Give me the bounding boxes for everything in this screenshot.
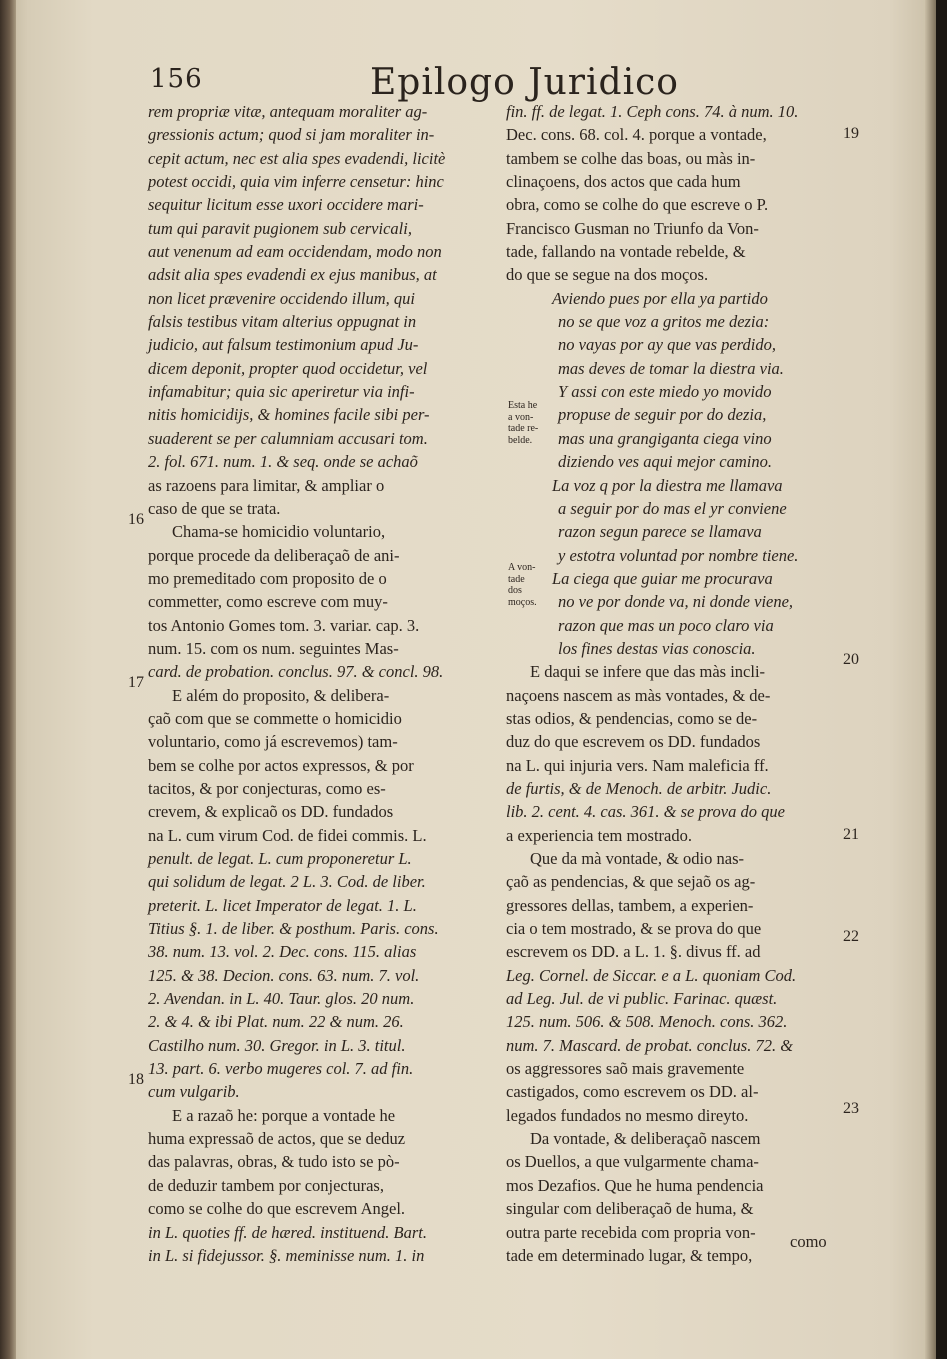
side-note-line: Esta he bbox=[508, 400, 538, 411]
side-note-line: a von- bbox=[508, 411, 534, 423]
text-line: castigados, como escrevem os DD. al- bbox=[506, 1082, 759, 1102]
text-line: Titius §. 1. de liber. & posthum. Paris. cons. bbox=[148, 919, 439, 939]
text-line: porque procede da deliberaçaõ de ani- bbox=[148, 545, 400, 565]
text-line: Que da mà vontade, & odio nas- bbox=[530, 849, 744, 868]
text-line: falsis testibus vitam alterius oppugnat in bbox=[148, 312, 417, 332]
text-line: tade, fallando na vontade rebelde, & bbox=[506, 242, 746, 262]
text-line: 2. & 4. & ibi Plat. num. 22 & num. 26. bbox=[148, 1012, 404, 1032]
text-line: E daqui se infere que das màs incli- bbox=[530, 662, 766, 682]
margin-number-19: 19 bbox=[843, 125, 859, 142]
text-line: do que se segue na dos moços. bbox=[506, 265, 709, 285]
text-line: 125. & 38. Decion. cons. 63. num. 7. vol. bbox=[148, 965, 420, 985]
margin-number-17: 17 bbox=[128, 674, 144, 691]
text-line: tum qui paravit pugionem sub cervicali, bbox=[148, 218, 412, 238]
text-line: razon que mas un poco claro via bbox=[558, 615, 774, 635]
text-line: mas deves de tomar la diestra via. bbox=[558, 358, 784, 378]
text-line: in L. quoties ff. de hæred. instituend. Bart. bbox=[148, 1222, 427, 1242]
side-note-line: tade re- bbox=[508, 423, 539, 434]
margin-number-23: 23 bbox=[843, 1100, 859, 1117]
text-line: na L. qui injuria vers. Nam maleficia ff. bbox=[506, 755, 769, 775]
left-text-column bbox=[148, 100, 498, 1267]
text-line: suaderent se per calumniam accusari tom. bbox=[148, 428, 428, 448]
text-line: os aggressores saõ mais gravemente bbox=[506, 1059, 745, 1079]
text-line: rem propriæ vitæ, antequam moraliter ag- bbox=[148, 102, 428, 121]
text-line: potest occidi, quia vim inferre censetur: hinc bbox=[148, 172, 444, 192]
text-line: commetter, como escreve com muy- bbox=[148, 592, 388, 612]
text-line: cia o tem mostrado, & se prova do que bbox=[506, 919, 762, 939]
text-line: dicem deponit, propter quod occidetur, vel bbox=[148, 358, 428, 378]
right-text-column bbox=[506, 100, 840, 1267]
text-line: duz do que escrevem os DD. fundados bbox=[506, 732, 761, 752]
text-line: no ve por donde va, ni donde viene, bbox=[558, 592, 794, 612]
catchword: como bbox=[790, 1232, 827, 1251]
text-line: de deduzir tambem por conjecturas, bbox=[148, 1175, 384, 1195]
text-line: clinaçoens, dos actos que cada hum bbox=[506, 172, 741, 192]
running-title: Epilogo Juridico bbox=[370, 62, 679, 103]
text-line: tacitos, & por conjecturas, como es- bbox=[148, 778, 386, 798]
text-line: La ciega que guiar me procurava bbox=[552, 568, 773, 588]
text-line: Chama-se homicidio voluntario, bbox=[172, 522, 386, 542]
text-line: como se colhe do que escrevem Angel. bbox=[148, 1199, 406, 1219]
side-note-vontade-mocos bbox=[508, 562, 552, 608]
text-line: diziendo ves aqui mejor camino. bbox=[558, 452, 773, 472]
text-line: E além do proposito, & delibera- bbox=[172, 685, 390, 705]
text-line: ad Leg. Jul. de vi public. Farinac. quæst. bbox=[506, 989, 778, 1009]
text-line: as razoens para limitar, & ampliar o bbox=[148, 475, 385, 495]
text-line: nitis homicidijs, & homines facile sibi per- bbox=[148, 405, 430, 425]
text-line: singular com deliberaçaõ de huma, & bbox=[506, 1199, 754, 1219]
text-line: judicio, aut falsum testimonium apud Ju- bbox=[148, 335, 419, 355]
text-line: razon segun parece se llamava bbox=[558, 522, 762, 542]
text-line: Y assi con este miedo yo movido bbox=[558, 382, 772, 402]
text-line: das palavras, obras, & tudo isto se pò- bbox=[148, 1152, 400, 1172]
text-line: card. de probation. conclus. 97. & concl. 98. bbox=[148, 662, 444, 682]
text-line: Leg. Cornel. de Siccar. e a L. quoniam Cod. bbox=[506, 965, 797, 985]
text-line: naçoens nascem as màs vontades, & de- bbox=[506, 685, 771, 705]
page-number: 156 bbox=[150, 64, 203, 94]
text-line: fin. ff. de legat. 1. Ceph cons. 74. à num. 10. bbox=[506, 102, 799, 121]
text-line: 38. num. 13. vol. 2. Dec. cons. 115. alias bbox=[148, 942, 417, 962]
text-line: y estotra voluntad por nombre tiene. bbox=[558, 545, 799, 565]
text-line: mas una grangiganta ciega vino bbox=[558, 428, 772, 448]
text-line: adsit alia spes evadendi ex ejus manibus, at bbox=[148, 265, 437, 285]
text-line: propuse de seguir por do dezia, bbox=[558, 405, 767, 425]
text-line: lib. 2. cent. 4. cas. 361. & se prova do que bbox=[506, 802, 785, 822]
text-line: mo premeditado com proposito de o bbox=[148, 568, 387, 588]
text-line: legados fundados no mesmo direyto. bbox=[506, 1105, 749, 1125]
text-line: a experiencia tem mostrado. bbox=[506, 825, 693, 845]
side-note-vontade-rebelde bbox=[508, 400, 552, 446]
side-note-line: moços. bbox=[508, 596, 537, 608]
text-line: çaõ as pendencias, & que sejaõ os ag- bbox=[506, 872, 756, 892]
text-line: Francisco Gusman no Triunfo da Von- bbox=[506, 218, 759, 238]
text-line: stas odios, & pendencias, como se de- bbox=[506, 708, 758, 728]
text-line: gressionis actum; quod si jam moraliter in- bbox=[148, 125, 435, 145]
margin-number-18: 18 bbox=[128, 1071, 144, 1088]
text-line: non licet prævenire occidendo illum, qui bbox=[148, 288, 415, 308]
text-line: in L. si fidejussor. §. meminisse num. 1. in bbox=[148, 1245, 425, 1265]
text-line: escrevem os DD. a L. 1. §. divus ff. ad bbox=[506, 942, 761, 962]
side-note-line: dos bbox=[508, 585, 522, 596]
text-line: La voz q por la diestra me llamava bbox=[552, 475, 783, 495]
text-line: tambem se colhe das boas, ou màs in- bbox=[506, 148, 756, 168]
text-line: 2. fol. 671. num. 1. & seq. onde se achaõ bbox=[148, 452, 418, 472]
margin-number-20: 20 bbox=[843, 651, 859, 668]
text-line: os Duellos, a que vulgarmente chama- bbox=[506, 1152, 759, 1172]
text-line: gressores dellas, tambem, a experien- bbox=[506, 895, 754, 915]
text-line: 13. part. 6. verbo mugeres col. 7. ad fin. bbox=[148, 1059, 414, 1079]
text-line: Dec. cons. 68. col. 4. porque a vontade, bbox=[506, 125, 767, 145]
text-line: na L. cum virum Cod. de fidei commis. L. bbox=[148, 825, 427, 845]
text-line: no vayas por ay que vas perdido, bbox=[558, 335, 776, 355]
page-edge-shadow bbox=[925, 0, 936, 1359]
text-line: cepit actum, nec est alia spes evadendi, licitè bbox=[148, 148, 446, 168]
text-line: cum vulgarib. bbox=[148, 1082, 240, 1102]
text-line: tade em determinado lugar, & tempo, bbox=[506, 1245, 753, 1265]
text-line: bem se colhe por actos expressos, & por bbox=[148, 755, 414, 775]
text-line: 125. num. 506. & 508. Menoch. cons. 362. bbox=[506, 1012, 788, 1032]
text-line: qui solidum de legat. 2 L. 3. Cod. de liber. bbox=[148, 872, 426, 892]
text-line: tos Antonio Gomes tom. 3. variar. cap. 3. bbox=[148, 615, 420, 635]
text-line: çaõ com que se commette o homicidio bbox=[148, 708, 402, 728]
binding-gutter bbox=[0, 0, 16, 1359]
text-line: de furtis, & de Menoch. de arbitr. Judic. bbox=[506, 778, 772, 798]
text-line: num. 15. com os num. seguintes Mas- bbox=[148, 638, 399, 658]
side-note-line: tade bbox=[508, 573, 525, 585]
text-line: mos Dezafios. Que he huma pendencia bbox=[506, 1175, 764, 1195]
text-line: Aviendo pues por ella ya partido bbox=[552, 288, 768, 308]
text-line: Castilho num. 30. Gregor. in L. 3. titul. bbox=[148, 1035, 406, 1055]
text-line: caso de que se trata. bbox=[148, 498, 281, 518]
text-line: sequitur licitum esse uxori occidere mari- bbox=[148, 195, 424, 215]
margin-number-21: 21 bbox=[843, 826, 859, 843]
margin-number-22: 22 bbox=[843, 928, 859, 945]
text-line: penult. de legat. L. cum proponeretur L. bbox=[148, 849, 412, 868]
text-line: preterit. L. licet Imperator de legat. 1. L. bbox=[148, 895, 417, 915]
text-line: 2. Avendan. in L. 40. Taur. glos. 20 num. bbox=[148, 989, 415, 1009]
text-line: obra, como se colhe do que escreve o P. bbox=[506, 195, 769, 215]
side-note-line: belde. bbox=[508, 434, 533, 446]
margin-number-16: 16 bbox=[128, 511, 144, 528]
text-line: Da vontade, & deliberaçaõ nascem bbox=[530, 1129, 761, 1149]
text-line: a seguir por do mas el yr conviene bbox=[558, 498, 787, 518]
text-line: outra parte recebida com propria von- bbox=[506, 1222, 756, 1242]
text-line: aut venenum ad eam occidendam, modo non bbox=[148, 242, 442, 262]
text-line: infamabitur; quia sic aperiretur via infi- bbox=[148, 382, 415, 402]
text-line: voluntario, como já escrevemos) tam- bbox=[148, 732, 398, 752]
text-line: E a razaõ he: porque a vontade he bbox=[172, 1105, 396, 1125]
text-line: num. 7. Mascard. de probat. conclus. 72. & bbox=[506, 1035, 794, 1055]
text-line: huma expressaõ de actos, que se deduz bbox=[148, 1129, 406, 1149]
side-note-line: A von- bbox=[508, 562, 536, 573]
text-line: no se que voz a gritos me dezia: bbox=[558, 312, 770, 332]
text-line: crevem, & explicaõ os DD. fundados bbox=[148, 802, 394, 822]
text-line: los fines destas vias conoscia. bbox=[558, 638, 756, 658]
